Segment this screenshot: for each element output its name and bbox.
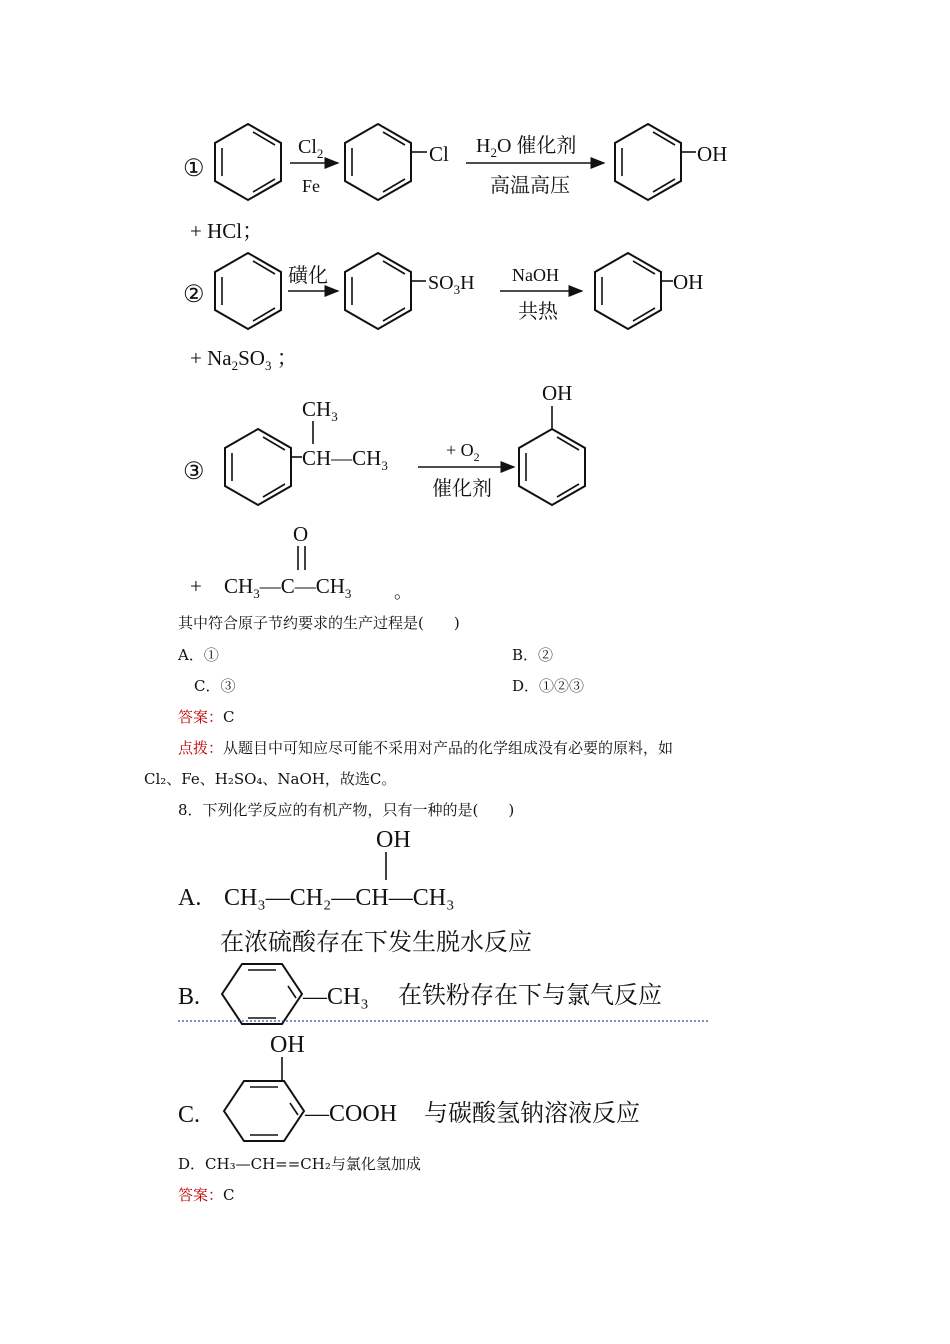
byproduct-na2so3: + $Na_2SO_3$ ； — [190, 346, 298, 373]
marker-1: ① — [183, 156, 205, 182]
answer-label: 答案： — [178, 708, 224, 726]
acetone-oxygen: O — [293, 522, 309, 546]
option-a-formula: CH₃—CH₂—CH—CH₃ — [224, 885, 455, 911]
reagent-cl2: $Cl_2$ — [298, 136, 324, 161]
byproduct-hcl: + HCl； — [190, 219, 264, 243]
benzene-ring-icon — [345, 253, 411, 329]
benzene-ring-icon — [519, 429, 585, 505]
product-phenol-oh: OH — [673, 270, 704, 294]
option-c-group: —COOH — [305, 1101, 398, 1127]
option-a-desc: 在浓硫酸存在下发生脱水反应 — [220, 928, 532, 956]
option-c-oh: OH — [270, 1032, 305, 1058]
option-b-desc: 在铁粉存在下与氯气反应 — [398, 981, 662, 1009]
hint-label: 点拨： — [178, 739, 224, 757]
acetone-plus: + — [190, 574, 202, 598]
answer-value: C — [223, 1186, 235, 1204]
reagent-fe: Fe — [302, 176, 320, 196]
reagent-sulfonation: 磺化 — [288, 263, 328, 287]
cumene-ch-ch3: $CH—CH_3$ — [302, 446, 388, 473]
marker-2: ② — [183, 282, 205, 308]
option-d: D．①②③ — [512, 677, 585, 695]
option-c-label: C. — [178, 1102, 201, 1128]
reagent-naoh: NaOH — [512, 265, 559, 285]
benzene-ring-icon — [345, 124, 411, 200]
option-a-label: A. — [178, 885, 202, 911]
benzene-ring-icon — [215, 253, 281, 329]
benzene-ring-icon — [225, 429, 291, 505]
answer-label: 答案： — [178, 1186, 224, 1204]
hint-7 — [178, 737, 673, 758]
option-b-label: B. — [178, 984, 201, 1010]
product-so3h: $SO_3H$ — [428, 272, 475, 297]
option-c-desc: 与碳酸氢钠溶液反应 — [424, 1099, 640, 1127]
answer-value: C — [223, 708, 235, 726]
answer-8 — [178, 1184, 235, 1205]
question-7-stem: 其中符合原子节约要求的生产过程是( ) — [178, 614, 460, 632]
question-8-stem: 8．下列化学反应的有机产物，只有一种的是( ) — [178, 801, 515, 819]
benzene-ring-icon — [224, 1081, 304, 1141]
hint-7-cont: Cl₂、Fe、H₂SO₄、NaOH，故选C。 — [144, 770, 397, 788]
condition-high-temp-pressure: 高温高压 — [490, 173, 570, 197]
option-d-8: D．CH₃—CH==CH₂与氯化氢加成 — [178, 1155, 421, 1173]
option-b: B．② — [512, 646, 554, 664]
condition-heat: 共热 — [518, 299, 558, 323]
condition-catalyst: 催化剂 — [432, 476, 492, 500]
product-phenol-oh: OH — [697, 142, 728, 166]
answer-7 — [178, 706, 235, 727]
option-c: C．③ — [194, 677, 236, 695]
benzene-ring-icon — [595, 253, 661, 329]
marker-3: ③ — [183, 459, 205, 485]
benzene-ring-icon — [222, 964, 302, 1024]
option-b-group: —CH₃ — [303, 984, 369, 1010]
product-cl: Cl — [429, 142, 449, 166]
reagent-h2o: $H_2O$ 催化剂 — [476, 135, 577, 160]
option-a: A．① — [178, 646, 219, 664]
product-phenol-oh: OH — [542, 381, 573, 405]
reagent-o2: + $O_2$ — [446, 440, 480, 464]
option-a-oh: OH — [376, 827, 411, 853]
cumene-ch3-top: $CH_3$ — [302, 397, 338, 424]
acetone-formula: $CH_3—C—CH_3$ — [224, 574, 352, 601]
period: 。 — [394, 582, 412, 602]
benzene-ring-icon — [215, 124, 281, 200]
hint-text: 从题目中可知应尽可能不采用对产品的化学组成没有必要的原料，如 — [223, 739, 674, 757]
benzene-ring-icon — [615, 124, 681, 200]
